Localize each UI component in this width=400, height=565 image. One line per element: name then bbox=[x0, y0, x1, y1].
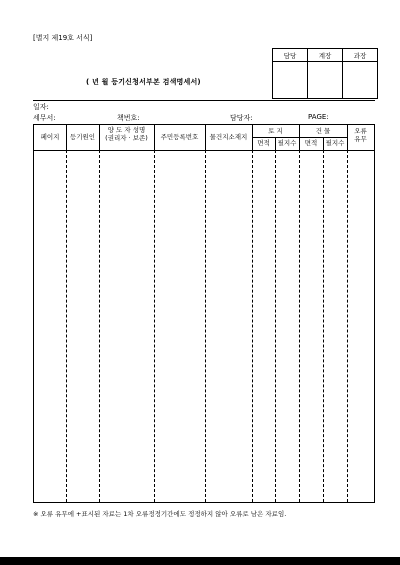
search-detail-table bbox=[33, 124, 375, 503]
col-land-lots: 필지수 bbox=[277, 139, 297, 147]
approval-sign-chief[interactable] bbox=[308, 62, 343, 99]
group-divider bbox=[252, 137, 347, 138]
col-divider bbox=[154, 150, 155, 502]
col-divider bbox=[252, 150, 253, 502]
approval-box bbox=[272, 48, 378, 99]
col-divider bbox=[66, 150, 67, 502]
col-group-land: 토 지 bbox=[268, 127, 283, 135]
book-number-label: 책번호: bbox=[117, 114, 140, 122]
col-resident-number: 주민등록번호 bbox=[160, 133, 199, 141]
page-label: PAGE: bbox=[308, 113, 329, 121]
col-transferor bbox=[99, 126, 154, 142]
col-land-area: 면적 bbox=[257, 139, 270, 147]
col-location: 물건지소재지 bbox=[209, 133, 248, 141]
approval-head-manager: 과장 bbox=[343, 49, 378, 62]
form-number: [별지 제19호 서식] bbox=[33, 34, 93, 42]
header-row-divider bbox=[34, 150, 374, 151]
col-building-lots: 필지수 bbox=[325, 139, 345, 147]
col-error bbox=[347, 127, 374, 143]
header-divider bbox=[33, 100, 375, 101]
col-divider bbox=[347, 150, 348, 502]
form-title: ( 년 월 등기신청서부본 검색명세서) bbox=[86, 78, 201, 86]
col-divider bbox=[299, 150, 300, 502]
col-group-building: 건 물 bbox=[315, 127, 331, 135]
footnote: ※ 오류 유무에 +표시된 자료는 1차 오류정정기간에도 정정하지 않아 오류로 남은 자료임. bbox=[33, 510, 287, 518]
col-error-line1: 오류 bbox=[354, 127, 367, 135]
bottom-edge-bar bbox=[0, 557, 400, 565]
col-divider bbox=[323, 150, 324, 502]
col-page: 페이지 bbox=[40, 133, 60, 141]
approval-sign-manager[interactable] bbox=[343, 62, 378, 99]
date-label: 일자: bbox=[33, 103, 49, 111]
col-divider bbox=[205, 150, 206, 502]
col-divider bbox=[99, 150, 100, 502]
approval-head-staff: 담당 bbox=[273, 49, 308, 62]
person-in-charge-label: 담당자: bbox=[230, 114, 253, 122]
col-cause: 등기원인 bbox=[69, 133, 96, 141]
col-error-line2: 유무 bbox=[354, 135, 367, 144]
col-transferor-sub: (권리자 · 보존) bbox=[105, 134, 148, 143]
approval-sign-staff[interactable] bbox=[273, 62, 308, 99]
col-building-area: 면적 bbox=[304, 139, 318, 147]
approval-head-chief: 계장 bbox=[308, 49, 343, 62]
office-label: 세무서: bbox=[33, 114, 56, 122]
col-divider bbox=[275, 150, 276, 502]
col-transferor-name: 양 도 자 성명 bbox=[107, 126, 146, 134]
